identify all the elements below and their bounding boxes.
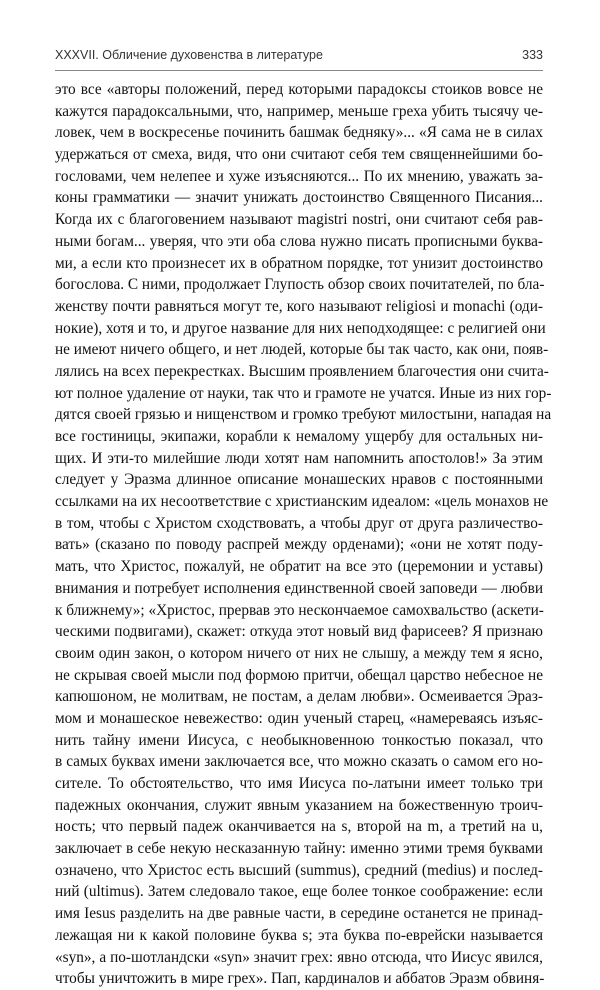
text-line: мать, что Христос, пожалуй, не обратит на все это (церемонии и уставы) (55, 558, 543, 576)
header-rule (55, 70, 543, 71)
text-line: ссылками на их несоответствие с христианским идеалом: «цель монахов не (55, 493, 549, 511)
text-line: следует у Эразма длинное описание монашеских нравов с постоянными (55, 471, 543, 489)
text-line: в том, чтобы с Христом сходствовать, а чтобы друг от друга различество- (55, 514, 543, 532)
page-number: 333 (522, 48, 543, 62)
text-line: все гостиницы, экипажи, корабли к немалому ущербу для остальных ни- (55, 428, 543, 445)
text-line: падежных окончания, служит явным указанием на божественную троич- (55, 796, 543, 814)
text-line: кажутся парадоксальными, что, например, меньше греха убить тысячу че- (55, 102, 543, 120)
page-header (55, 48, 543, 68)
text-line: ными богам... уверяя, что эти оба слова нужно писать прописными буква- (55, 232, 543, 250)
text-line: богослова. С ними, продолжает Глупость обзор своих почитателей, по бла- (55, 276, 545, 294)
text-line: ют полное удаление от науки, так что и грамоте не учатся. Иные из них гор- (55, 384, 552, 402)
text-line: ность; что первый падеж оканчивается на s, второй на m, а третий на u, (55, 818, 543, 836)
text-line: ний (ultimus). Затем следовало такое, еще более тонкое соображение: если (55, 883, 543, 901)
text-line: ловек, чем в воскресенье починить башмак бедняку»... «Я сама не в силах (55, 124, 543, 142)
text-line: лялись на всех перекрестках. Высшим проявлением благочестия они счита- (55, 362, 549, 380)
text-line: заключает в себе некую несказанную тайну: именно этими тремя буквами (55, 840, 543, 858)
text-line: имя Iesus разделить на две равные части, в середине останется не принад- (55, 905, 543, 923)
text-line: «syn», а по-шотландски «syn» значит грех: явно отсюда, что Иисус явился, (55, 948, 543, 966)
text-line: сителе. То обстоятельство, что имя Иисуса по-латыни имеет только три (55, 775, 543, 792)
text-line: означено, что Христос есть высший (summus), средний (medius) и послед- (55, 861, 543, 879)
text-line: нокие), хотя и то, и другое название для них неподходящее: с религией они (55, 319, 546, 337)
text-line: дятся своей грязью и нищенством и громко требуют милостыни, нападая на (55, 406, 552, 424)
text-line: лежащая ни к какой половине буква s; эта буква по-еврейски называется (55, 926, 543, 944)
text-line: в самых буквах имени заключается все, что можно сказать о самом его но- (55, 753, 543, 771)
text-line: чтобы уничтожить в мире грех». Пап, кардиналов и аббатов Эразм обвиня- (55, 970, 545, 988)
text-line: своим один закон, о котором ничего от них не слышу, а между тем я ясно, (55, 644, 543, 662)
text-line: нить тайну имени Иисуса, с необыкновенною тонкостью показал, что (55, 731, 543, 749)
text-line: капюшоном, не молитвам, не постам, а делам любви». Осмеивается Эраз- (55, 688, 543, 706)
text-line: не скрывая своей мысли под формою притчи, обещал царство небесное не (55, 666, 543, 684)
text-line: мом и монашеское невежество: один ученый старец, «намереваясь изъяс- (55, 709, 543, 727)
text-line: удержаться от смеха, видя, что они считают себя тем священнейшими бо- (55, 146, 543, 164)
text-line: вать» (сказано по поводу распрей между орденами); «они не хотят поду- (55, 536, 543, 554)
text-line: ми, а если кто произнесет их в обратном порядке, тот унизит достоинство (55, 254, 543, 272)
text-line: ческими подвигами), скажет: откуда этот новый вид фарисеев? Я признаю (55, 623, 543, 641)
text-line: это все «авторы положений, перед которыми парадоксы стоиков вовсе не (55, 81, 543, 98)
text-line: женству почти равняться могут те, кого называют religiosi и monachi (оди- (55, 297, 543, 315)
body-text (55, 79, 552, 990)
text-line: не имеют ничего общего, и нет людей, которые бы так часто, как они, появ- (55, 341, 549, 359)
running-title: XXXVII. Обличение духовенства в литературе (55, 48, 323, 62)
text-line: коны грамматики — значит унижать достоинство Священного Писания... (55, 189, 543, 207)
text-line: внимания и потребует исполнения единственной своей заповеди — любви (55, 579, 543, 597)
text-line: гословами, чем нелепее и хуже изъясняются... По их мнению, уважать за- (55, 167, 543, 185)
text-line: к ближнему»; «Христос, прервав это нескончаемое самохвальство (аскети- (55, 601, 544, 619)
text-line: щих. И эти-то милейшие люди хотят нам напомнить апостолов!» За этим (55, 449, 543, 467)
text-line: Когда их с благоговением называют magistri nostri, они считают себя рав- (55, 211, 543, 229)
